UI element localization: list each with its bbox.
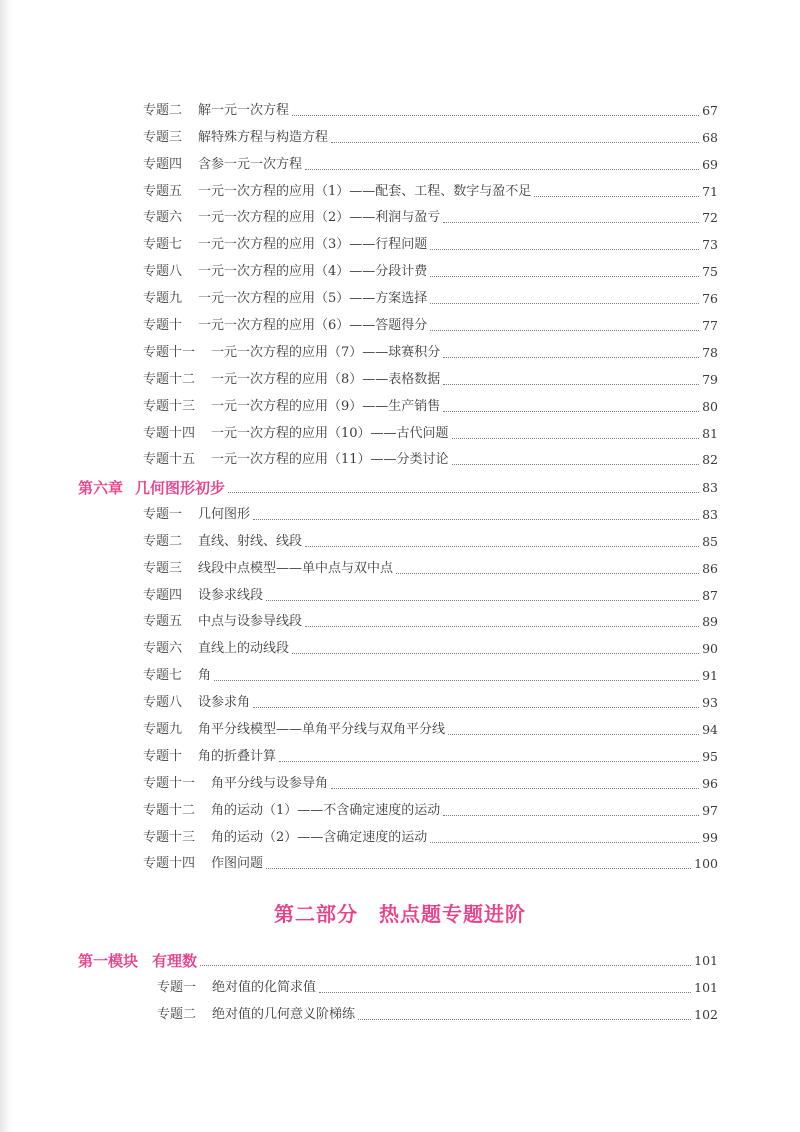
toc-entry[interactable] <box>143 792 718 819</box>
toc-entry[interactable] <box>143 307 718 334</box>
entry-page: 97 <box>702 802 718 818</box>
entry-title: 一元一次方程的应用（1）——配套、工程、数字与盈不足 <box>198 183 532 199</box>
entry-label: 专题二 <box>143 533 183 549</box>
entry-title: 含参一元一次方程 <box>198 156 303 172</box>
leader-dots <box>443 357 699 358</box>
entry-label: 专题九 <box>143 722 183 738</box>
toc-entry[interactable] <box>143 577 718 604</box>
toc-entry[interactable] <box>143 226 718 253</box>
leader-dots <box>430 249 699 250</box>
toc-entry[interactable] <box>143 173 718 200</box>
entry-page: 89 <box>702 614 718 630</box>
entry-title: 角 <box>198 668 212 684</box>
toc-section-geometry <box>0 496 800 872</box>
entry-title: 一元一次方程的应用（5）——方案选择 <box>198 291 428 307</box>
entry-page: 72 <box>702 210 718 226</box>
entry-page: 95 <box>702 748 718 764</box>
entry-title: 一元一次方程的应用（10）——古代问题 <box>211 425 449 441</box>
entry-label: 专题八 <box>143 264 183 280</box>
entry-title: 角的运动（2）——含确定速度的运动 <box>211 829 428 845</box>
toc-entry[interactable] <box>143 604 718 631</box>
entry-page: 86 <box>702 560 718 576</box>
entry-label: 专题十五 <box>143 452 196 468</box>
entry-label: 专题五 <box>143 614 183 630</box>
entry-title: 绝对值的几何意义阶梯练 <box>212 1006 356 1022</box>
entry-title: 角平分线与设参导角 <box>211 775 329 791</box>
toc-entry[interactable] <box>143 657 718 684</box>
leader-dots <box>430 330 699 331</box>
toc-section-rational <box>0 969 800 1023</box>
chapter-page: 83 <box>702 479 718 495</box>
entry-title: 角平分线模型——单角平分线与双角平分线 <box>198 722 446 738</box>
entry-title: 角的运动（1）——不含确定速度的运动 <box>211 802 441 818</box>
toc-entry[interactable] <box>143 415 718 442</box>
leader-dots <box>443 815 699 816</box>
entry-title: 一元一次方程的应用（4）——分段计费 <box>198 264 428 280</box>
entry-page: 76 <box>702 291 718 307</box>
leader-dots <box>228 492 699 493</box>
entry-label: 专题一 <box>157 979 197 995</box>
toc-entry[interactable] <box>143 253 718 280</box>
leader-dots <box>292 653 699 654</box>
leader-dots <box>331 788 699 789</box>
toc-section-equations <box>0 92 800 468</box>
entry-page: 87 <box>702 587 718 603</box>
entry-label: 专题十 <box>143 318 183 334</box>
entry-label: 专题十一 <box>143 344 196 360</box>
leader-dots <box>266 868 691 869</box>
leader-dots <box>305 169 699 170</box>
entry-title: 中点与设参导线段 <box>198 614 303 630</box>
entry-page: 73 <box>702 237 718 253</box>
entry-page: 85 <box>702 533 718 549</box>
entry-label: 专题十三 <box>143 829 196 845</box>
toc-entry[interactable] <box>143 200 718 227</box>
entry-page: 96 <box>702 775 718 791</box>
entry-label: 专题三 <box>143 560 183 576</box>
entry-title: 绝对值的化简求值 <box>212 979 317 995</box>
entry-title: 设参求角 <box>198 695 251 711</box>
leader-dots <box>430 276 699 277</box>
toc-entry[interactable] <box>143 361 718 388</box>
leader-dots <box>292 115 699 116</box>
entry-page: 100 <box>694 856 718 872</box>
entry-page: 82 <box>702 452 718 468</box>
entry-label: 专题十四 <box>143 425 196 441</box>
entry-title: 一元一次方程的应用（3）——行程问题 <box>198 237 428 253</box>
leader-dots <box>443 411 699 412</box>
entry-page: 79 <box>702 371 718 387</box>
entry-page: 78 <box>702 344 718 360</box>
entry-page: 91 <box>702 668 718 684</box>
leader-dots <box>266 600 699 601</box>
entry-title: 一元一次方程的应用（2）——利润与盈亏 <box>198 210 441 226</box>
toc-entry[interactable] <box>143 738 718 765</box>
toc-entry[interactable] <box>143 819 718 846</box>
toc-entry[interactable] <box>143 523 718 550</box>
leader-dots <box>331 142 699 143</box>
leader-dots <box>443 384 699 385</box>
entry-page: 80 <box>702 398 718 414</box>
toc-entry[interactable] <box>143 550 718 577</box>
entry-title: 角的折叠计算 <box>198 748 277 764</box>
chapter-title: 几何图形初步 <box>135 478 226 497</box>
toc-entry[interactable] <box>157 996 718 1023</box>
entry-label: 专题七 <box>143 668 183 684</box>
entry-page: 81 <box>702 425 718 441</box>
leader-dots <box>396 573 699 574</box>
entry-title: 直线上的动线段 <box>198 641 290 657</box>
leader-dots <box>305 626 699 627</box>
entry-label: 专题一 <box>143 506 183 522</box>
toc-module-1 <box>0 942 800 969</box>
entry-title: 一元一次方程的应用（11）——分类讨论 <box>211 452 449 468</box>
entry-page: 99 <box>702 829 718 845</box>
entry-title: 直线、射线、线段 <box>198 533 303 549</box>
leader-dots <box>319 992 691 993</box>
leader-dots <box>253 707 699 708</box>
entry-title: 一元一次方程的应用（7）——球赛积分 <box>211 344 441 360</box>
entry-title: 设参求线段 <box>198 587 264 603</box>
entry-label: 专题十 <box>143 748 183 764</box>
leader-dots <box>358 1019 691 1020</box>
entry-label: 专题四 <box>143 156 183 172</box>
chapter-entry[interactable] <box>78 469 718 496</box>
toc-entry[interactable] <box>143 765 718 792</box>
leader-dots <box>534 196 699 197</box>
entry-label: 专题十二 <box>143 802 196 818</box>
leader-dots <box>200 965 691 966</box>
toc-entry[interactable] <box>143 280 718 307</box>
entry-page: 94 <box>702 722 718 738</box>
entry-label: 专题十四 <box>143 856 196 872</box>
leader-dots <box>452 464 700 465</box>
module-page: 101 <box>694 952 718 968</box>
entry-title: 作图问题 <box>211 856 264 872</box>
entry-label: 专题三 <box>143 129 183 145</box>
toc-entry[interactable] <box>143 146 718 173</box>
entry-label: 专题二 <box>143 102 183 118</box>
entry-page: 101 <box>694 979 718 995</box>
module-entry[interactable] <box>78 942 718 969</box>
entry-title: 几何图形 <box>198 506 251 522</box>
toc-chapter-6 <box>0 469 800 496</box>
entry-title: 解特殊方程与构造方程 <box>198 129 329 145</box>
entry-label: 专题二 <box>157 1006 197 1022</box>
entry-label: 专题四 <box>143 587 183 603</box>
entry-label: 专题十一 <box>143 775 196 791</box>
entry-label: 专题十二 <box>143 371 196 387</box>
entry-page: 67 <box>702 102 718 118</box>
entry-page: 77 <box>702 318 718 334</box>
entry-page: 90 <box>702 641 718 657</box>
module-title: 有理数 <box>152 951 198 970</box>
toc-entry[interactable] <box>143 630 718 657</box>
entry-page: 69 <box>702 156 718 172</box>
entry-label: 专题七 <box>143 237 183 253</box>
entry-label: 专题九 <box>143 291 183 307</box>
leader-dots <box>279 761 699 762</box>
leader-dots <box>430 303 699 304</box>
part-title: 第二部分 热点题专题进阶 <box>274 902 526 926</box>
entry-page: 68 <box>702 129 718 145</box>
toc-entry[interactable] <box>143 92 718 119</box>
entry-page: 75 <box>702 264 718 280</box>
leader-dots <box>253 519 699 520</box>
entry-title: 一元一次方程的应用（6）——答题得分 <box>198 318 428 334</box>
toc-entry[interactable] <box>143 684 718 711</box>
entry-page: 93 <box>702 695 718 711</box>
entry-page: 71 <box>702 183 718 199</box>
toc-entry[interactable] <box>143 388 718 415</box>
entry-label: 专题十三 <box>143 398 196 414</box>
toc-entry[interactable] <box>157 969 718 996</box>
entry-title: 线段中点模型——单中点与双中点 <box>198 560 394 576</box>
entry-page: 83 <box>702 506 718 522</box>
module-label: 第一模块 <box>78 951 139 970</box>
entry-label: 专题八 <box>143 695 183 711</box>
leader-dots <box>214 680 699 681</box>
chapter-label: 第六章 <box>78 478 124 497</box>
leader-dots <box>452 438 700 439</box>
entry-label: 专题六 <box>143 210 183 226</box>
toc-entry[interactable] <box>143 496 718 523</box>
toc-entry[interactable] <box>143 846 718 873</box>
toc-entry[interactable] <box>143 334 718 361</box>
toc-entry[interactable] <box>143 442 718 469</box>
leader-dots <box>448 734 699 735</box>
entry-title: 一元一次方程的应用（8）——表格数据 <box>211 371 441 387</box>
leader-dots <box>305 546 699 547</box>
toc-entry[interactable] <box>143 711 718 738</box>
entry-label: 专题六 <box>143 641 183 657</box>
entry-title: 解一元一次方程 <box>198 102 290 118</box>
toc-entry[interactable] <box>143 119 718 146</box>
leader-dots <box>443 222 699 223</box>
entry-label: 专题五 <box>143 183 183 199</box>
leader-dots <box>430 842 699 843</box>
entry-title: 一元一次方程的应用（9）——生产销售 <box>211 398 441 414</box>
entry-page: 102 <box>694 1006 718 1022</box>
